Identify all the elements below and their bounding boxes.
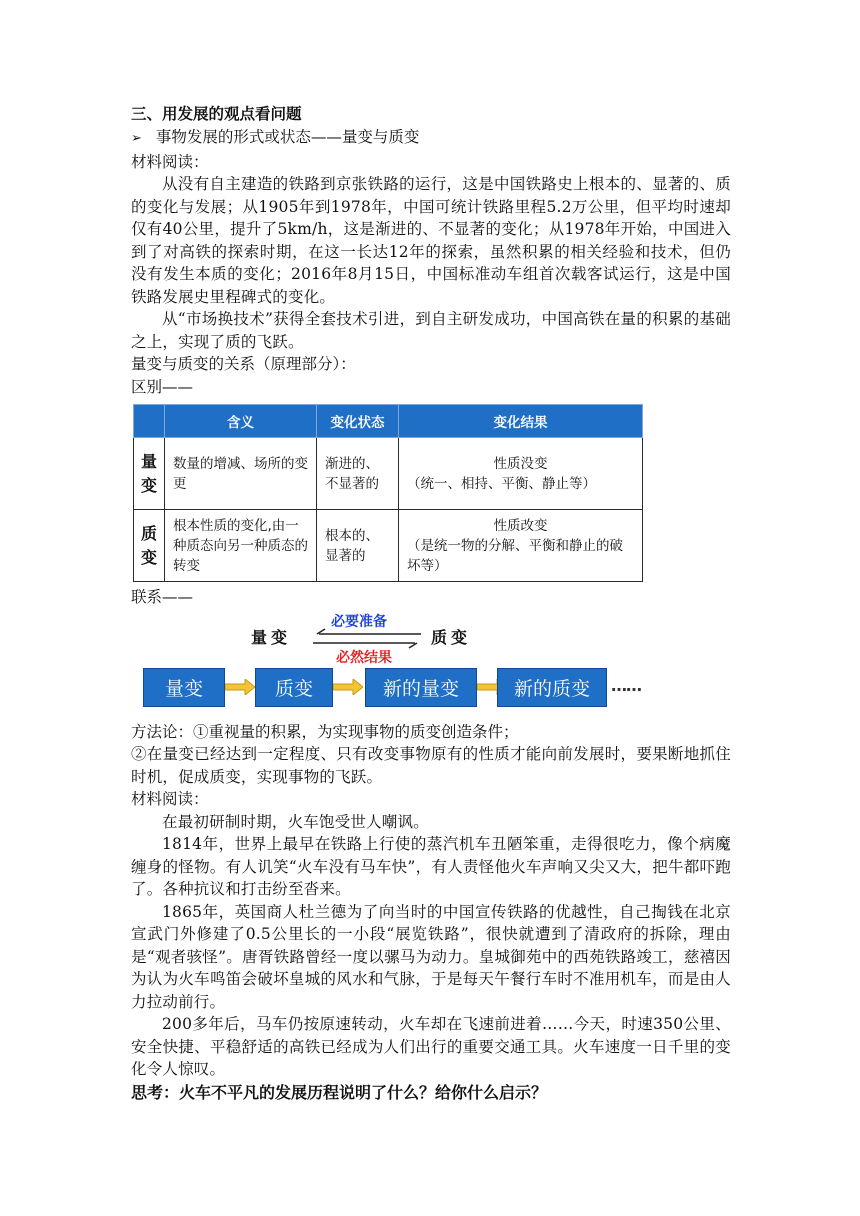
- state-cell: 渐进的、不显著的: [317, 438, 399, 510]
- diagram-upper-label: 必要准备: [331, 613, 387, 630]
- chain-box: 量变: [143, 668, 225, 707]
- material-label: 材料阅读：: [131, 790, 209, 808]
- material-paragraph: 200多年后，马车仍按原速转动，火车却在飞速前进着……今天，时速350公里、安全快捷、平稳舒适的高铁已经成为人们出行的重要交通工具。火车速度一日千里的变化令人惊叹。: [131, 1015, 731, 1078]
- result-cell: 性质改变 （是统一物的分解、平衡和静止的破坏等）: [399, 510, 643, 582]
- methodology-line: 方法论：①重视量的积累，为实现事物的质变创造条件；: [131, 722, 519, 741]
- think-question: 思考：火车不平凡的发展历程说明了什么？给你什么启示？: [131, 1082, 548, 1102]
- diagram-lower-label: 必然结果: [336, 649, 392, 666]
- relation-title: 量变与质变的关系（原理部分）：: [131, 355, 356, 373]
- material-label: 材料阅读：: [131, 152, 209, 171]
- meaning-cell: 数量的增减、场所的变更: [165, 438, 317, 510]
- diagram-right-label: 质变: [431, 627, 472, 647]
- table-header-cell: 含义: [165, 405, 317, 438]
- chain-ellipsis: ……: [611, 675, 641, 695]
- bullet-topic: ➢ 事物发展的形式或状态——量变与质变: [131, 126, 731, 151]
- meaning-cell: 根本性质的变化,由一种质态向另一种质态的转变: [165, 510, 317, 582]
- document-page: [131, 102, 731, 1121]
- chain-box: 质变: [255, 668, 333, 707]
- material-paragraph: 从没有自主建造的铁路到京张铁路的运行，这是中国铁路史上根本的、显著的、质的变化与发展；从1905年到1978年，中国可统计铁路里程5.2万公里，但平均时速却仅有40公里，提升了5km/h，这是渐进的、不显著的变化；从1978年开始，中国进入到了对高铁的探索时期，在这一长达12年的探索，虽然积累的相关经验和技术，但仍没有发生本质的变化；2016年8月15日，中国标准动车组首次载客试运行，这是中国铁路发展史里程碑式的变化。: [131, 175, 731, 306]
- table-header-cell: [134, 405, 165, 438]
- methodology-line: ②在量变已经达到一定程度、只有改变事物原有的性质才能向前发展时，要果断地抓住时机，促成质变，实现事物的飞跃。: [131, 745, 731, 786]
- row-head: 质 变: [134, 510, 165, 582]
- chain-box: 新的量变: [365, 668, 477, 707]
- comparison-table: [133, 404, 643, 582]
- chain-box: 新的质变: [497, 668, 607, 707]
- development-chain: [143, 668, 663, 708]
- result-cell: 性质没变 （统一、相持、平衡、静止等）: [399, 438, 643, 510]
- table-header-cell: 变化结果: [399, 405, 643, 438]
- row-head: 量 变: [134, 438, 165, 510]
- material-paragraph: 在最初研制时期，火车饱受世人嘲讽。: [162, 812, 429, 831]
- state-cell: 根本的、显著的: [317, 510, 399, 582]
- relation-diagram: [131, 611, 731, 721]
- material-paragraph: 从“市场换技术”获得全套技术引进，到自主研发成功，中国高铁在量的积累的基础之上，实现了质的飞跃。: [131, 310, 731, 351]
- arrow-right-icon: [333, 679, 363, 695]
- table-header-row: [134, 405, 643, 438]
- material-paragraph: 1814年，世界上最早在铁路上行使的蒸汽机车丑陋笨重，走得很吃力，像个病魔缠身的怪物。有人讥笑“火车没有马车快”，有人责怪他火车声响又尖又大，把牛都吓跑了。各种抗议和打击纷至沓来。: [131, 835, 731, 898]
- connection-label: 联系——: [131, 588, 194, 606]
- table-header-cell: 变化状态: [317, 405, 399, 438]
- material-paragraph: 1865年，英国商人杜兰德为了向当时的中国宣传铁路的优越性，自己掏钱在北京宣武门外修建了0.5公里长的一小段“展览铁路”，很快就遭到了清政府的拆除，理由是“观者骇怪”。唐胥铁路曾经一度以骡马为动力。皇城御苑中的西苑铁路竣工，慈禧因为认为火车鸣笛会破坏皇城的风水和气脉，于是每天午餐行车时不准用机车，而是由人力拉动前行。: [131, 902, 731, 1011]
- difference-label: 区别——: [131, 377, 194, 396]
- table-row: [134, 438, 643, 510]
- arrow-right-icon: [225, 679, 255, 695]
- section-title: 三、用发展的观点看问题: [131, 105, 302, 123]
- table-row: [134, 510, 643, 582]
- diagram-left-label: 量变: [251, 627, 292, 647]
